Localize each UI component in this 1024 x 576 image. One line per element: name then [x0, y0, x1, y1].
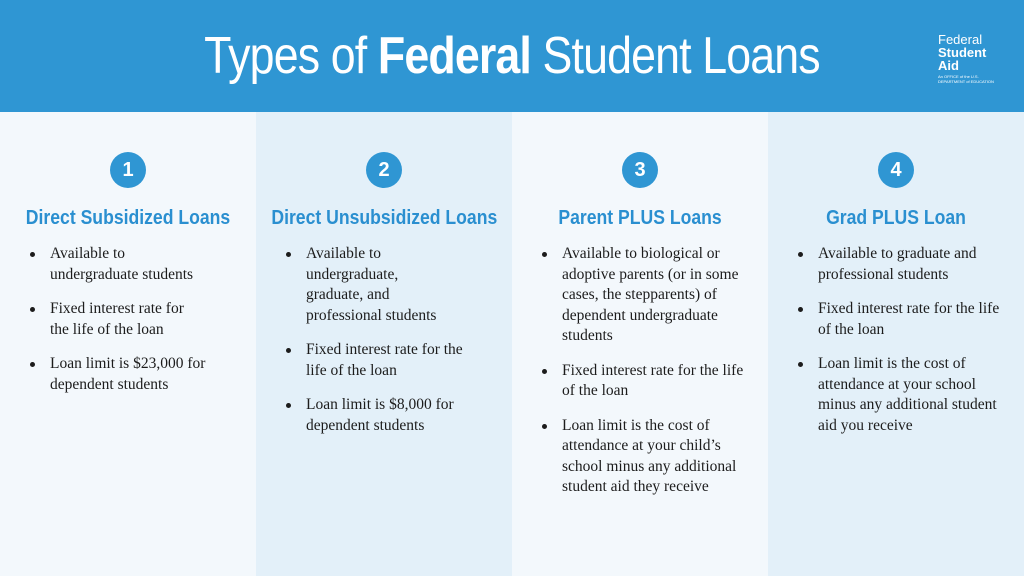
loan-columns: [0, 112, 1024, 576]
bullet-item: Available to biological or adoptive parents (or in some cases, the stepparents) of dependent undergraduate students: [540, 244, 752, 347]
title-emphasis: Federal: [377, 27, 531, 85]
bullet-item: Fixed interest rate for the life of the loan: [28, 299, 240, 340]
loan-column-4: [768, 112, 1024, 576]
logo-tagline: An OFFICE of the U.S. DEPARTMENT of EDUCATION: [938, 74, 994, 84]
loan-title: Direct Subsidized Loans: [25, 207, 231, 229]
loan-column-2: [256, 112, 512, 576]
loan-bullets: [28, 244, 240, 409]
loan-column-3: [512, 112, 768, 576]
number-badge: 3: [622, 152, 658, 188]
number-badge: 1: [110, 152, 146, 188]
title-prefix: Types of: [204, 27, 367, 85]
bullet-item: Available to undergraduate students: [28, 244, 240, 285]
bullet-item: Available to undergraduate, graduate, and professional students: [284, 244, 480, 326]
loan-column-1: [0, 112, 256, 576]
bullet-item: Loan limit is the cost of attendance at your school minus any additional student aid you receive: [796, 354, 1008, 436]
bullet-item: Loan limit is the cost of attendance at your child’s school minus any additional student aid they receive: [540, 416, 752, 498]
header-banner: [0, 0, 1024, 112]
loan-bullets: [796, 244, 1008, 450]
logo-line-federal: Federal: [938, 32, 983, 47]
bullet-item: Fixed interest rate for the life of the loan: [284, 340, 480, 381]
number-badge: 4: [878, 152, 914, 188]
federal-student-aid-logo: [938, 33, 998, 84]
logo-line-aid: Aid: [938, 58, 959, 73]
number-badge: 2: [366, 152, 402, 188]
bullet-item: Fixed interest rate for the life of the loan: [540, 361, 752, 402]
logo-line-student: Student: [938, 45, 987, 60]
bullet-item: Available to graduate and professional students: [796, 244, 1008, 285]
bullet-item: Loan limit is $23,000 for dependent students: [28, 354, 240, 395]
bullet-item: Loan limit is $8,000 for dependent students: [284, 395, 480, 436]
loan-bullets: [284, 244, 480, 450]
loan-title: Grad PLUS Loan: [826, 207, 966, 229]
loan-bullets: [540, 244, 752, 512]
page-title: [72, 22, 953, 90]
loan-title: Parent PLUS Loans: [558, 207, 722, 229]
bullet-item: Fixed interest rate for the life of the loan: [796, 299, 1008, 340]
loan-title: Direct Unsubsidized Loans: [271, 207, 498, 229]
title-suffix: Student Loans: [542, 27, 820, 85]
